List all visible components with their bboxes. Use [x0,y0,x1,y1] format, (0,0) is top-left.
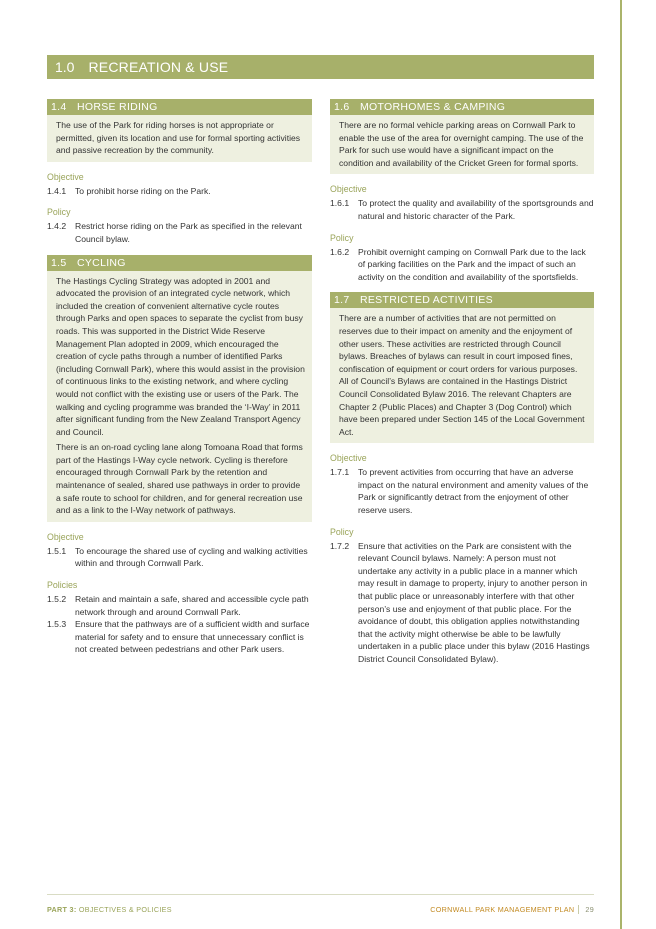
policy-label: Policy [47,207,71,218]
section-header-motorhomes-camping [330,99,594,115]
section-title: RESTRICTED ACTIVITIES [360,294,493,307]
objective-item [330,197,594,222]
section-number: 1.6 [334,101,350,113]
section-intro-box [47,271,312,522]
page-number: 29 [578,905,594,914]
objective-label: Objective [330,453,367,464]
item-number: 1.6.1 [330,198,350,209]
policy-item [47,220,312,245]
intro-text: There is an on-road cycling lane along Tomoana Road that forms part of the Hastings I-Way cycle network. Cycling is therefore encouraged through Cornwall Park by the retention and maintenance of sealed, shared use pathways in order to provide a safe route to school for children, and for general recreation use and as a link to the I-Way network of pathways. [56,442,303,516]
section-header-restricted-activities [330,292,594,308]
intro-text: There are a number of activities that are not permitted on reserves due to their impact on amenity and the enjoyment of other users. These activities are restricted through Council bylaws. Breaches of bylaws can result in court imposed fines, confiscation of equipment or court orders for various purposes. All of Council’s Bylaws are contained in the Hastings District Council Consolidated Bylaw 2016. The relevant Chapters are Chapter 2 (Public Places) and Chapter 3 (Dog Control) which have been prepared under Section 145 of the Local Government Act. [339,313,585,437]
section-intro-box [330,115,594,174]
item-number: 1.4.1 [47,185,67,196]
objective-item [47,185,312,198]
section-intro-box [47,115,312,162]
left-column [47,99,312,656]
objective-item [330,466,594,516]
page-edge-rule [620,0,622,929]
policy-item [47,593,312,618]
item-text: Ensure that activities on the Park are consistent with the relevant Council bylaws. Namely: A person must not undertake any activity in a public place in a manner which may result in damage to property, injury to another person in that public place or unreasonably interfere with that other person’s use and enjoyment of that public place. For the avoidance of doubt, this obligation applies notwithstanding that the activity might otherwise be able to be lawfully undertaken in a public place under this bylaw (2016 Hastings District Council Consolidated Bylaw). [358,540,590,664]
footer-doc-title [430,905,594,914]
item-text: To prevent activities from occurring that have an adverse impact on the natural environment and amenity values of the Park or significantly detract from the enjoyment of other reserve users. [358,467,589,516]
section-number: 1.7 [334,294,350,307]
item-number: 1.7.1 [330,467,350,478]
objective-label: Objective [330,184,367,195]
item-text: Retain and maintain a safe, shared and accessible cycle path network through and around Cornwall Park. [75,594,309,617]
footer-part-label [47,905,172,914]
item-text: To protect the quality and availability of the sportsgrounds and natural and historic character of the Park. [358,198,594,221]
policy-label: Policy [330,526,354,537]
section-header-cycling [47,255,312,271]
footer-part-number: PART 3: [47,905,77,914]
footer-divider [47,894,594,895]
policy-label: Policy [330,232,354,243]
section-number: 1.4 [51,101,67,113]
policy-item [47,618,312,656]
intro-text: There are no formal vehicle parking areas on Cornwall Park to enable the use of the area for overnight camping. The use of the Park for such use would have a significant impact on the condition and availability of the Cricket Green for formal sports. [339,120,584,168]
item-number: 1.7.2 [330,540,350,551]
chapter-number: 1.0 [55,59,75,75]
item-number: 1.5.2 [47,594,67,605]
item-number: 1.6.2 [330,246,350,257]
intro-text: The use of the Park for riding horses is not appropriate or permitted, given its location and use for formal sporting activities and passive recreation by the community. [56,120,301,156]
item-text: Ensure that the pathways are of a sufficient width and surface material for safety and to ensure that unnecessary conflict is not created between pedestrians and other Park users. [75,619,310,655]
item-text: To prohibit horse riding on the Park. [75,185,211,196]
section-title: HORSE RIDING [77,101,158,113]
chapter-title: RECREATION & USE [88,59,229,75]
chapter-header [47,55,594,79]
intro-text: The Hastings Cycling Strategy was adopted in 2001 and advocated the provision of an integrated cycle network, which included the creation of convenient alternative cycle routes through Parks and open spaces to separate the cyclist from busy roads. This was supported in the District Wide Reserve Management Plan adopted in 2009, which encouraged the creation of cycle paths through a number of identified Parks (including Cornwall Park), where this would assist in the provision of continuous links to the existing network, and where cycling would not conflict with the existing use or users of the Park. The walking and cycling programme was branded the ‘I-Way’ in 2011 after significant funding from the New Zealand Transport Agency and Council. [56,275,305,437]
item-text: Prohibit overnight camping on Cornwall Park due to the lack of parking facilities on the Park and the impact of such an activity on the condition and availability of the sportsfields. [358,246,586,282]
item-number: 1.5.1 [47,545,67,556]
objective-label: Objective [47,531,84,542]
right-column [330,99,594,666]
policies-label: Policies [47,580,78,591]
objective-item [47,545,312,570]
section-title: CYCLING [77,256,126,269]
item-text: Restrict horse riding on the Park as specified in the relevant Council bylaw. [75,221,302,244]
policy-item [330,540,594,666]
footer-title-text: CORNWALL PARK MANAGEMENT PLAN [430,905,575,914]
section-number: 1.5 [51,256,67,269]
item-text: To encourage the shared use of cycling and walking activities within and through Cornwall Park. [75,545,308,569]
section-intro-box [330,308,594,443]
policy-item [330,246,594,284]
objective-label: Objective [47,171,84,182]
item-number: 1.5.3 [47,619,67,630]
footer-section-name: OBJECTIVES & POLICIES [78,905,172,914]
item-number: 1.4.2 [47,221,67,232]
section-header-horse-riding [47,99,312,115]
section-title: MOTORHOMES & CAMPING [360,101,506,113]
